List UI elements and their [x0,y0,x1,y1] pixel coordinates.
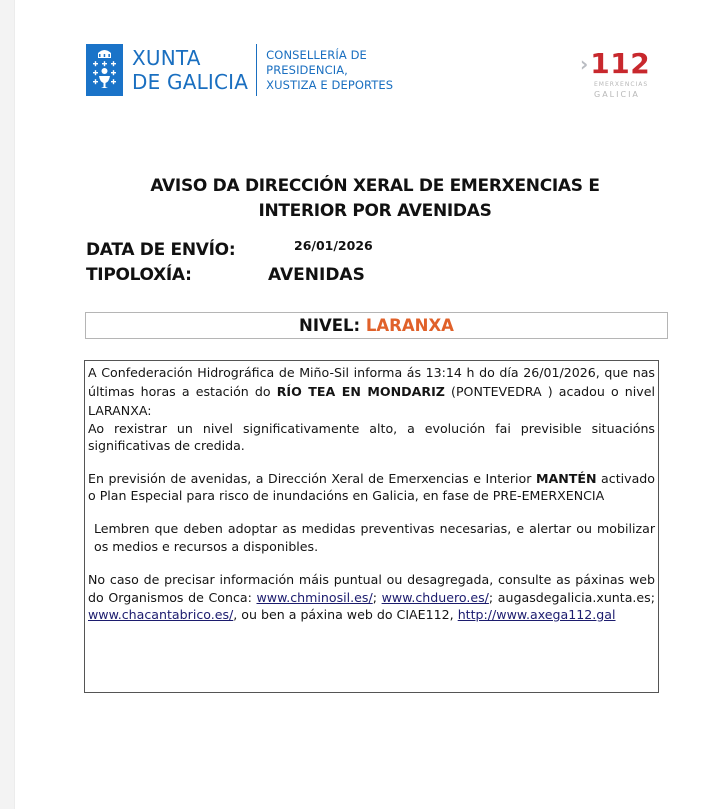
emerxencias-112-logo [580,48,676,100]
conselleria-line1: CONSELLERÍA DE [266,47,367,62]
xunta-line2: DE GALICIA [132,70,249,94]
link-chacantabrico[interactable]: www.chacantabrico.es/ [88,607,234,622]
type-value: AVENIDAS [268,265,365,285]
document-title [80,174,670,224]
paragraph-plan [88,470,655,504]
chevron-right-icon: › [580,52,589,76]
title-line1: AVISO DA DIRECCIÓN XERAL DE EMERXENCIAS E [150,176,600,196]
p3-text-a: En previsión de avenidas, a Dirección Xeral de Emerxencias e Interior [88,471,536,486]
p1-text-b: (PONTEVEDRA ) acadou o nivel LARANXA: [88,384,655,418]
xunta-wordmark [132,46,248,94]
link-chduero[interactable]: www.chduero.es/ [381,589,489,605]
alert-level-box [85,312,668,339]
p1-text-a: A Confederación Hidrográfica de Miño-Sil informa ás 13:14 h do día 26/01/2026, que nas últimas horas a estación do [88,365,655,399]
p5-text-a: No caso de precisar información máis puntual ou desagregada, consulte as páxinas web do Organismos de Conca: [88,572,655,605]
conselleria-name [266,48,393,93]
conselleria-line2: PRESIDENCIA, [266,62,348,77]
paragraph-links [88,571,655,624]
viewer-left-margin [0,0,15,809]
date-value: 26/01/2026 [294,238,373,253]
xunta-line1: XUNTA [132,46,201,70]
p5-separator: ; [372,589,382,605]
logo-divider [256,44,257,96]
paragraph-recommendations: Lembren que deben adoptar as medidas preventivas necesarias, e alertar ou mobilizar os medios e recursos a disponibles. [94,521,655,554]
link-axega112[interactable]: http://www.axega112.gal [457,607,616,622]
p5-text-c: , ou ben a páxina web do CIAE112, [233,607,458,622]
level-value: LARANXA [365,316,454,335]
galicia-emblem-icon [86,44,123,96]
notice-body [84,360,659,693]
level-label: NIVEL: [299,316,361,335]
link-chminosil[interactable]: www.chminosil.es/ [256,589,373,605]
logo-112-number: 112 [590,47,651,80]
p3-text-b: activado o Plan Especial para risco de inundacións en Galicia, en fase de PRE-EMERXENCIA [88,471,655,503]
type-label: TIPOLOXÍA: [86,265,192,285]
conselleria-line3: XUSTIZA E DEPORTES [266,77,394,92]
p3-bold: MANTÉN [535,471,597,486]
date-label: DATA DE ENVÍO: [86,240,236,260]
paragraph-evolution: Ao rexistrar un nivel significativamente alto, a evolución fai previsible situacións significativas de credida. [88,421,655,453]
logo-112-subtitle: EMERXENCIAS [594,81,649,88]
xunta-de-galicia-logo [86,44,393,96]
title-line2: INTERIOR POR AVENIDAS [258,201,492,221]
p5-text-b: ; augasdegalicia.xunta.es; [488,589,655,605]
logo-112-region: GALICIA [594,90,640,99]
paragraph-station-report [88,363,655,420]
station-name: RÍO TEA EN MONDARIZ [276,384,445,399]
